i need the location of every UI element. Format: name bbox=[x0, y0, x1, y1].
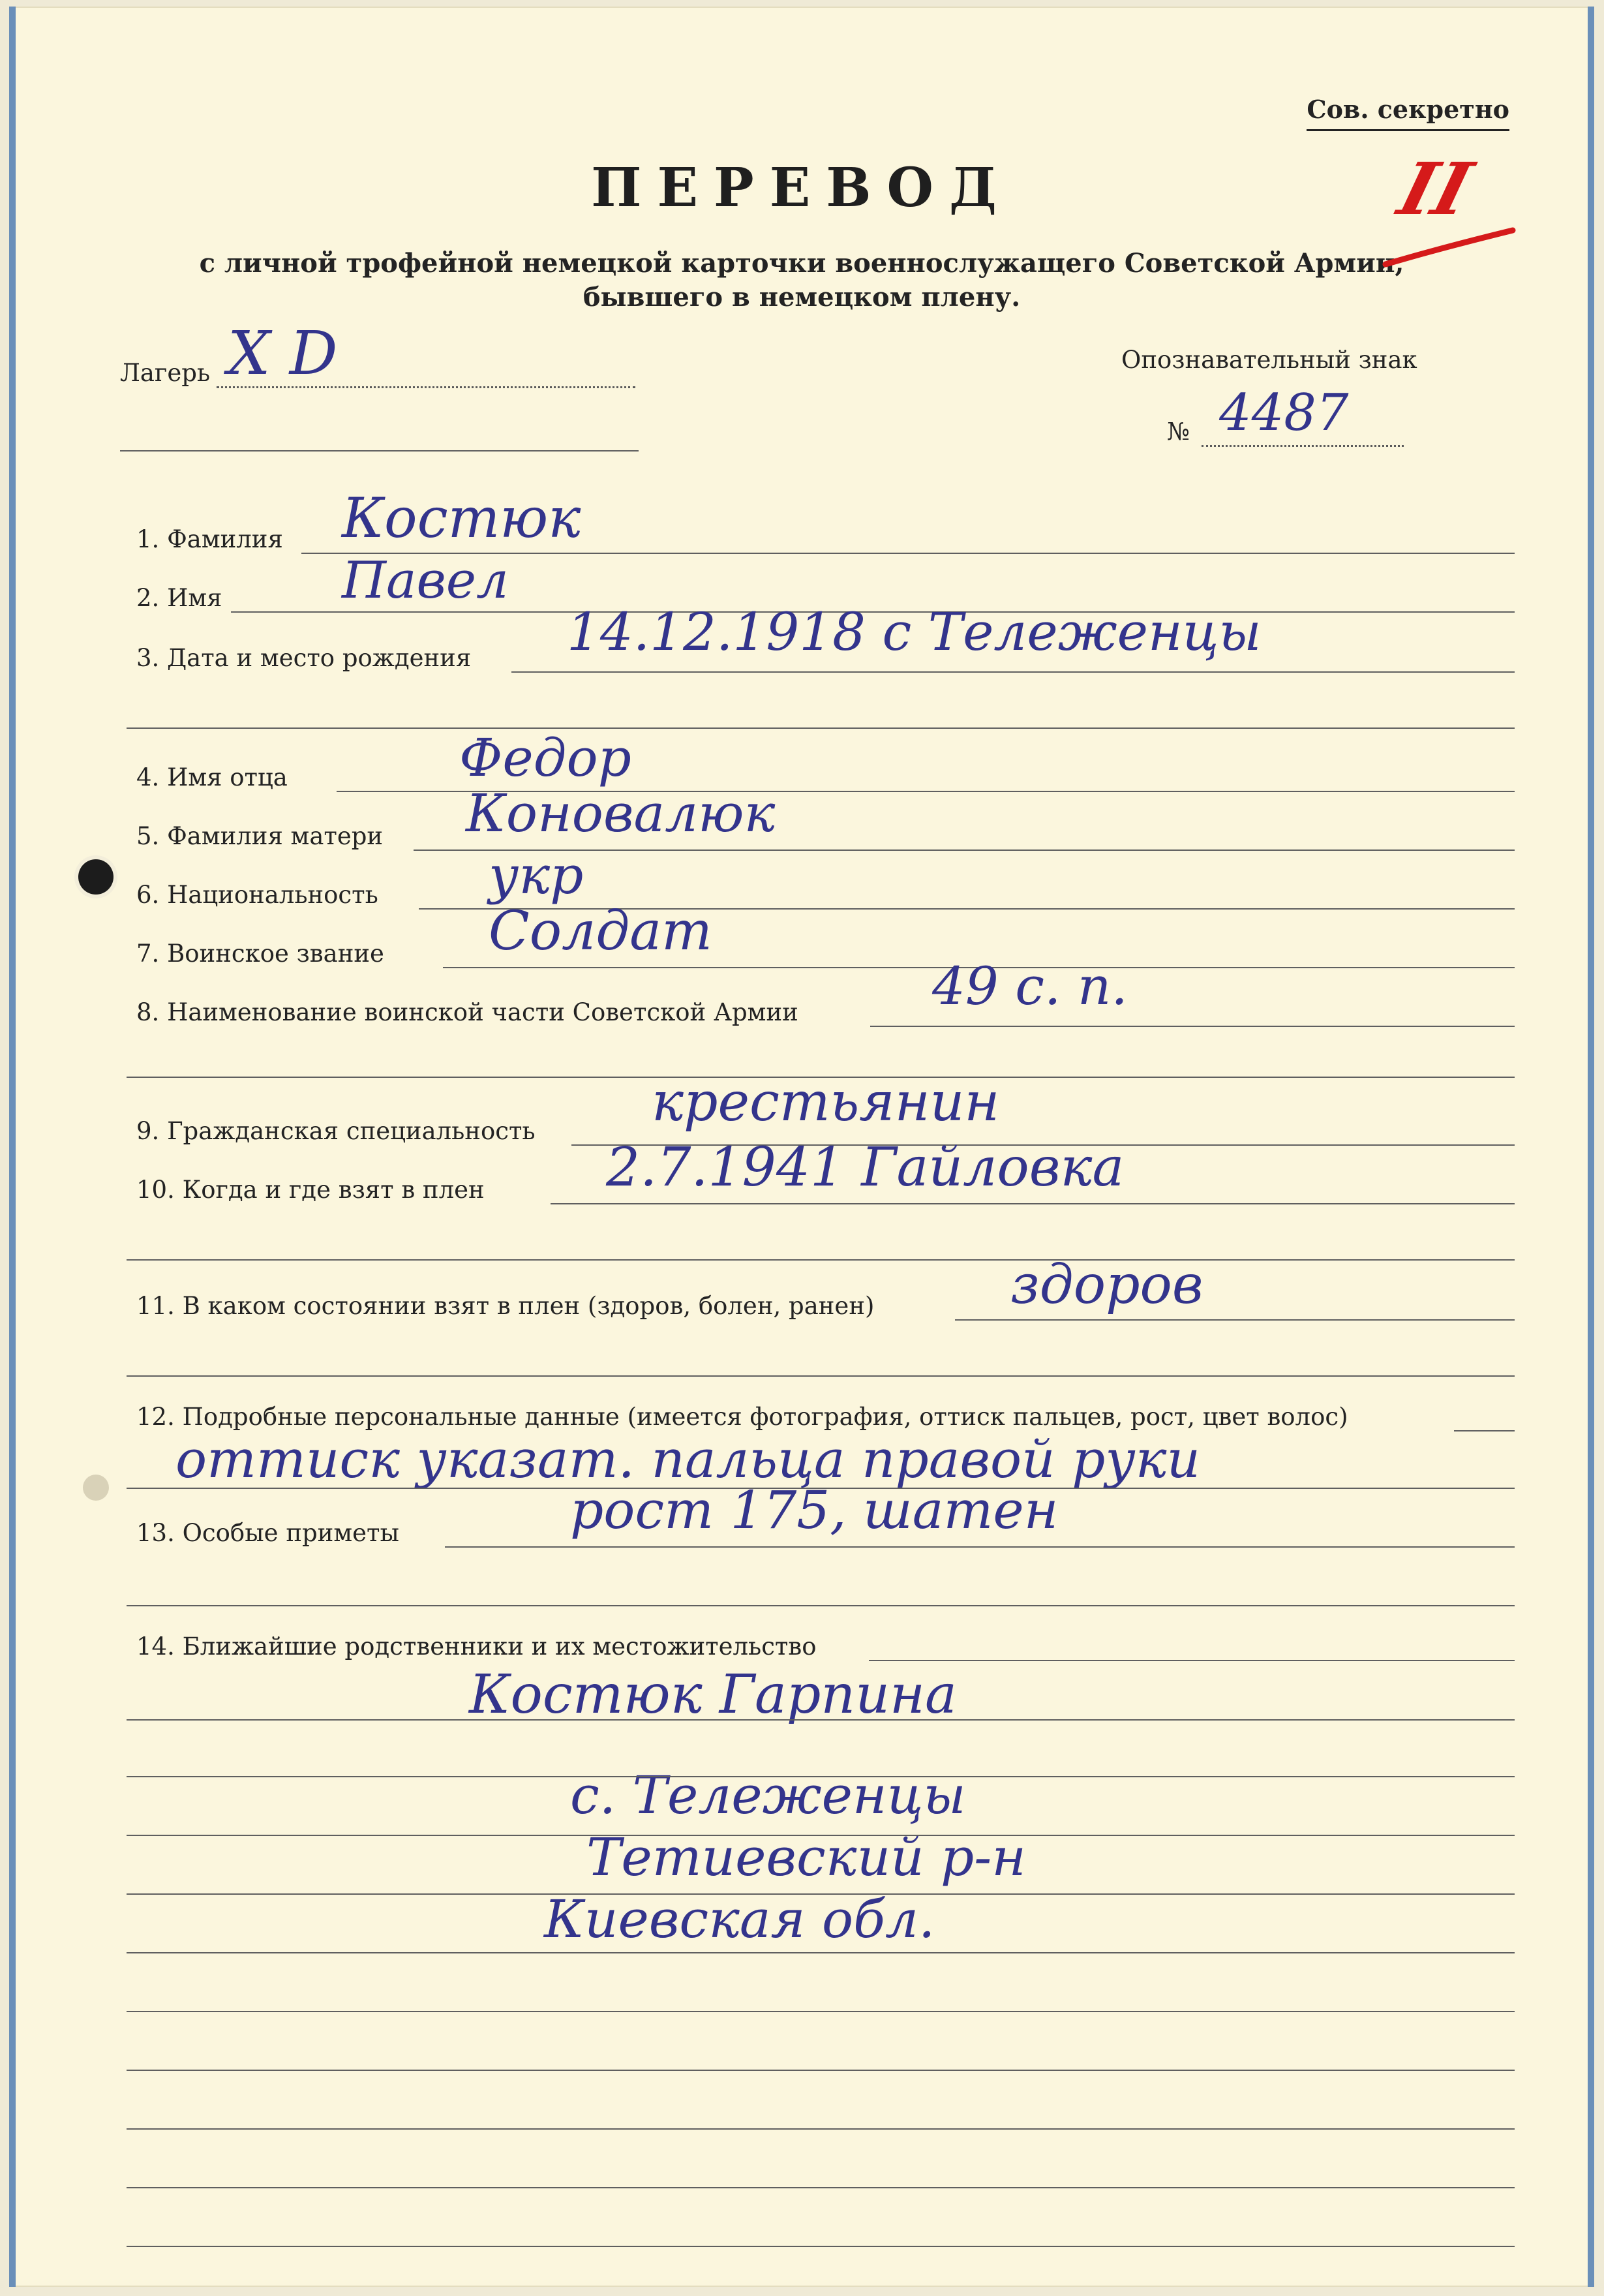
field-value-condition: здоров bbox=[1010, 1254, 1203, 1316]
id-mark-label: Опознавательный знак bbox=[1121, 346, 1417, 374]
field-label-captured: 10. Когда и где взят в плен bbox=[136, 1176, 485, 1204]
field-line-condition-extra bbox=[127, 1375, 1515, 1377]
id-number-value: 4487 bbox=[1219, 384, 1349, 442]
field-value-captured: 2.7.1941 Гайловка bbox=[606, 1137, 1125, 1199]
relatives-line-e bbox=[127, 1952, 1515, 1953]
relatives-line-1: Костюк Гарпина bbox=[469, 1664, 957, 1726]
scan-edge-right bbox=[1588, 7, 1594, 2287]
camp-label: Лагерь bbox=[120, 359, 211, 387]
field-line-condition bbox=[955, 1319, 1515, 1321]
field-value-father: Федор bbox=[459, 727, 631, 788]
field-line-unit bbox=[870, 1026, 1515, 1027]
field-label-features: 13. Особые приметы bbox=[136, 1519, 399, 1547]
field-line-captured-extra bbox=[127, 1259, 1515, 1261]
relatives-line-h bbox=[127, 2128, 1515, 2130]
field-value-features: рост 175, шатен bbox=[570, 1480, 1059, 1540]
field-value-unit: 49 с. п. bbox=[932, 956, 1128, 1017]
field-line-relatives bbox=[869, 1660, 1515, 1661]
field-label-name: 2. Имя bbox=[136, 584, 222, 612]
field-label-surname: 1. Фамилия bbox=[136, 525, 283, 553]
document-subtitle-line2: бывшего в немецком плену. bbox=[583, 282, 1021, 313]
field-label-relatives: 14. Ближайшие родственники и их местожительство bbox=[136, 1632, 817, 1661]
field-label-profession: 9. Гражданская специальность bbox=[136, 1117, 536, 1145]
field-line-features bbox=[445, 1546, 1515, 1548]
classification-stamp: Сов. секретно bbox=[1307, 95, 1509, 131]
relatives-line-b bbox=[127, 1776, 1515, 1777]
relatives-line-4: Киевская обл. bbox=[544, 1889, 935, 1950]
field-value-name: Павел bbox=[342, 551, 509, 610]
field-value-profession: крестьянин bbox=[652, 1071, 1000, 1133]
red-underline-stroke bbox=[1382, 219, 1519, 271]
id-number-sign: № bbox=[1167, 418, 1190, 446]
field-label-condition: 11. В каком состоянии взят в плен (здоров, болен, ранен) bbox=[136, 1292, 875, 1320]
relatives-line-3: Тетиевский р-н bbox=[586, 1827, 1026, 1888]
field-value-surname: Костюк bbox=[342, 486, 581, 550]
field-line-personal bbox=[1454, 1430, 1515, 1431]
field-line-captured bbox=[551, 1203, 1515, 1204]
field-label-mother: 5. Фамилия матери bbox=[136, 822, 384, 850]
relatives-line-g bbox=[127, 2070, 1515, 2071]
field-label-father: 4. Имя отца bbox=[136, 763, 288, 791]
field-label-nationality: 6. Национальность bbox=[136, 881, 378, 909]
field-line-birth-extra bbox=[127, 727, 1515, 729]
field-value-rank: Солдат bbox=[489, 900, 712, 962]
field-label-unit: 8. Наименование воинской части Советской Армии bbox=[136, 998, 798, 1026]
field-line-birth bbox=[511, 671, 1515, 673]
field-label-personal: 12. Подробные персональные данные (имеется фотография, оттиск пальцев, рост, цвет волос) bbox=[136, 1403, 1348, 1431]
punch-hole-upper bbox=[78, 859, 113, 895]
field-value-personal: оттиск указат. пальца правой руки bbox=[175, 1429, 1201, 1490]
relatives-line-a bbox=[127, 1719, 1515, 1721]
document-title: ПЕРЕВОД bbox=[591, 157, 1012, 219]
camp-extra-line bbox=[120, 450, 639, 452]
relatives-line-2: с. Тележенцы bbox=[570, 1765, 966, 1826]
id-number-line bbox=[1202, 445, 1404, 447]
relatives-line-d bbox=[127, 1893, 1515, 1895]
document-page bbox=[9, 7, 1594, 2287]
field-value-birth: 14.12.1918 с Тележенцы bbox=[567, 602, 1262, 662]
red-pencil-mark: II bbox=[1390, 147, 1481, 231]
document-subtitle-line1: с личной трофейной немецкой карточки военнослужащего Советской Армии, bbox=[199, 248, 1404, 279]
field-value-mother: Коновалюк bbox=[466, 783, 776, 844]
relatives-line-i bbox=[127, 2187, 1515, 2188]
field-label-rank: 7. Воинское звание bbox=[136, 940, 384, 968]
relatives-line-f bbox=[127, 2011, 1515, 2012]
scan-edge-left bbox=[9, 7, 16, 2287]
field-line-features-extra bbox=[127, 1605, 1515, 1606]
field-value-nationality: укр bbox=[489, 845, 584, 906]
relatives-line-c bbox=[127, 1835, 1515, 1836]
camp-value: Х D bbox=[228, 318, 338, 388]
punch-hole-lower bbox=[83, 1475, 109, 1501]
relatives-line-j bbox=[127, 2246, 1515, 2247]
field-label-birth: 3. Дата и место рождения bbox=[136, 644, 472, 672]
